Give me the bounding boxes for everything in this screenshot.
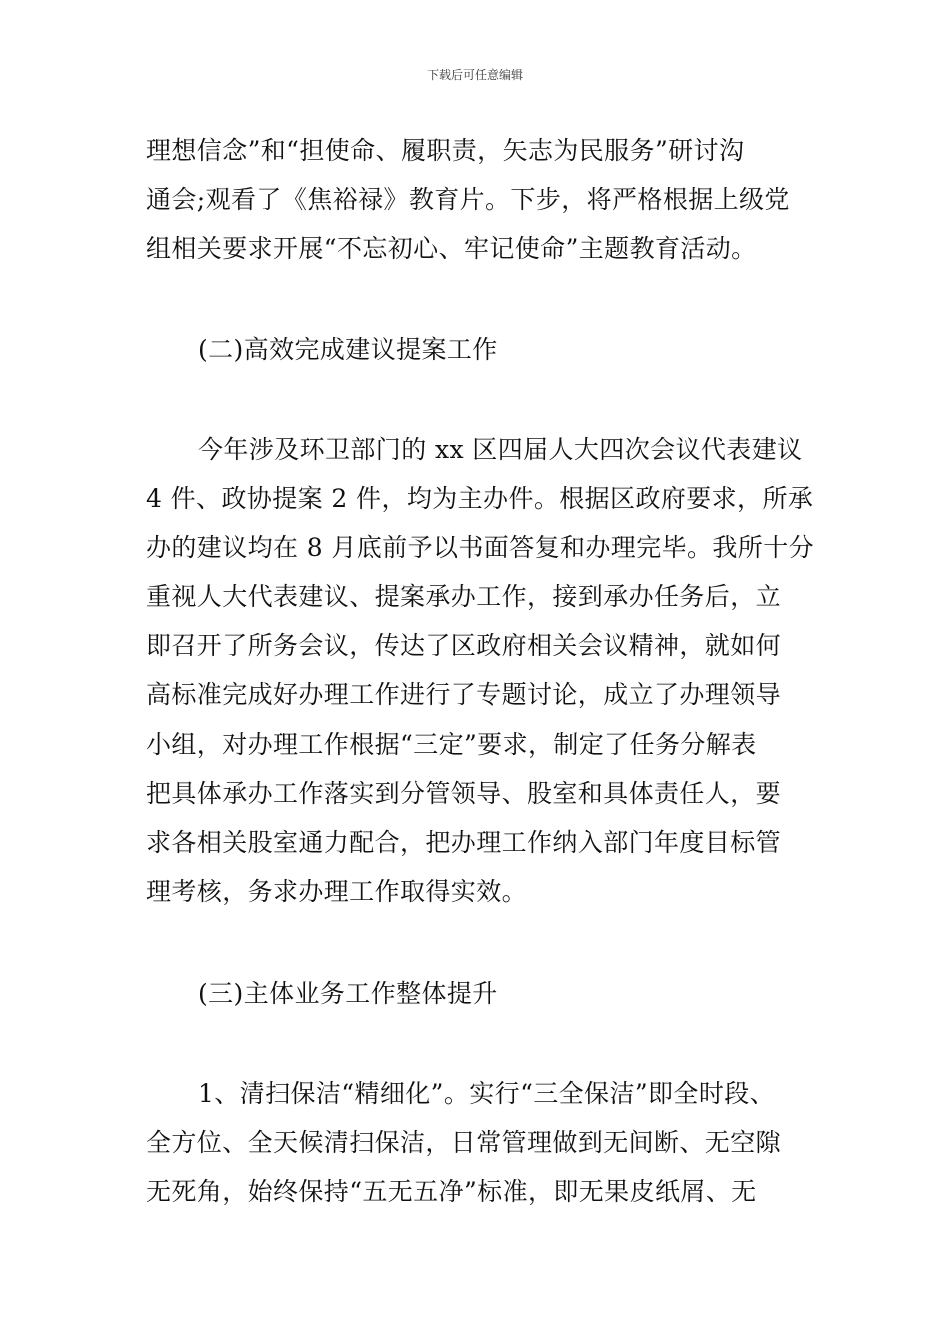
text-line: 把具体承办工作落实到分管领导、股室和具体责任人，要 (146, 779, 782, 808)
section-heading-3: (三)主体业务工作整体提升 (198, 979, 498, 1008)
text-line: 求各相关股室通力配合，把办理工作纳入部门年度目标管 (146, 828, 782, 857)
text-line: 小组，对办理工作根据“三定”要求，制定了任务分解表 (146, 730, 757, 759)
text-line: 通会;观看了《焦裕禄》教育片。下步，将严格根据上级党 (146, 185, 790, 214)
text-line: 即召开了所务会议，传达了区政府相关会议精神，就如何 (146, 631, 782, 660)
text-line: 理想信念”和“担使命、履职责，矢志为民服务”研讨沟 (146, 136, 745, 165)
text-line: 高标准完成好办理工作进行了专题讨论，成立了办理领导 (146, 680, 782, 709)
text-line: 组相关要求开展“不忘初心、牢记使命”主题教育活动。 (146, 234, 757, 263)
text-line: 理考核，务求办理工作取得实效。 (146, 877, 528, 906)
text-line: 1、清扫保洁“精细化”。实行“三全保洁”即全时段、 (198, 1079, 776, 1108)
page-header: 下载后可任意编辑 (426, 68, 523, 82)
section-heading-2: (二)高效完成建议提案工作 (198, 335, 498, 364)
text-line: 今年涉及环卫部门的 xx 区四届人大四次会议代表建议 (198, 435, 803, 464)
text-line: 全方位、全天候清扫保洁，日常管理做到无间断、无空隙 (146, 1128, 782, 1157)
text-line: 重视人大代表建议、提案承办工作，接到承办任务后，立 (146, 582, 782, 611)
text-line: 办的建议均在 8 月底前予以书面答复和办理完毕。我所十分 (146, 533, 815, 562)
text-line: 无死角，始终保持“五无五净”标准，即无果皮纸屑、无 (146, 1177, 757, 1206)
text-line: 4 件、政协提案 2 件，均为主办件。根据区政府要求，所承 (146, 484, 814, 513)
